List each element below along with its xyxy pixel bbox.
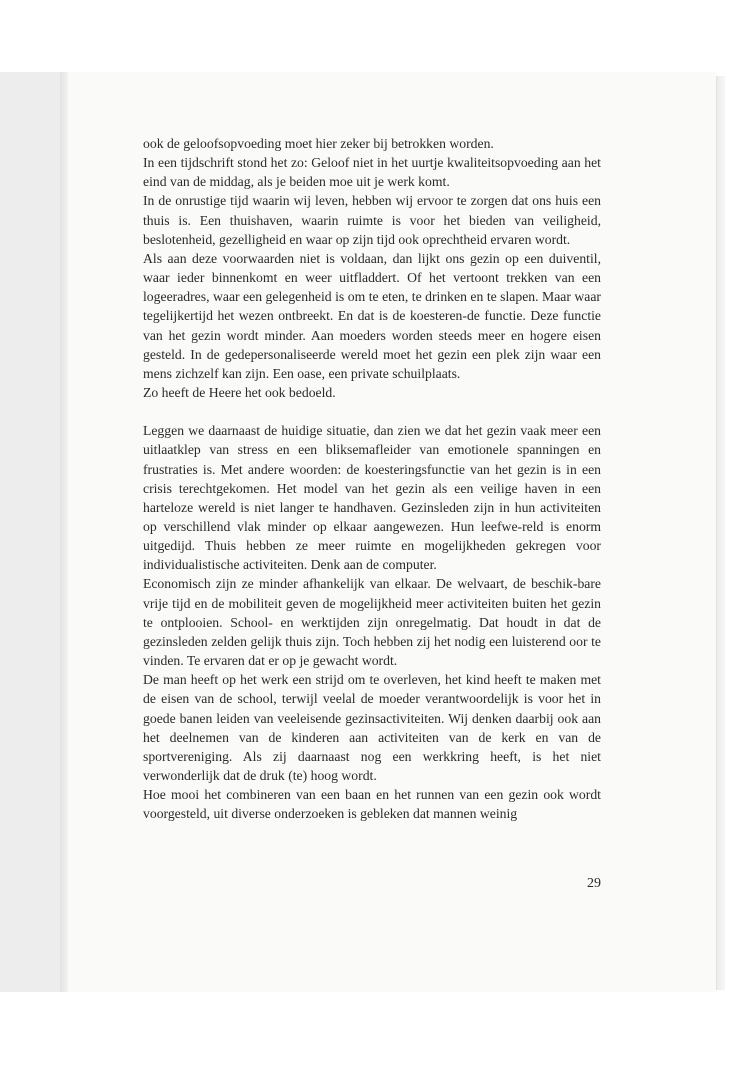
left-page-edge [0, 72, 67, 992]
paragraph-5: Zo heeft de Heere het ook bedoeld. [143, 385, 336, 401]
paragraph-7: Economisch zijn ze minder afhankelijk van elkaar. De welvaart, de beschik-bare vrije tijd en de mobiliteit geven de mogelijkheid meer activiteiten buiten het gezin te ontplooien. School- en werktijden zijn onregelmatig. Dat houdt in dat de gezinsleden zelden gelijk thuis zijn. Toch hebben zij het nodig een luisterend oor te vinden. Te ervaren dat er op je gewacht wordt. [143, 576, 601, 669]
paragraph-1: ook de geloofsopvoeding moet hier zeker bij betrokken worden. [143, 136, 494, 151]
paragraph-4: Als aan deze voorwaarden niet is voldaan, dan lijkt ons gezin op een duiventil, waar ieder binnenkomt en weer uitfladdert. Of het vertoont trekken van een logeeradres, waar een gelegenheid is om te eten, te drinken en te slapen. Maar waar tegelijkertijd het wezen ontbreekt. En dat is de koesteren-de functie. Deze functie van het gezin wordt minder. Aan moeders worden steeds meer en hogere eisen gesteld. In de gedepersonaliseerde wereld moet het gezin een plek zijn waar een mens zichzelf kan zijn. Een oase, een private schuilplaats. [143, 250, 601, 381]
paragraph-3: In de onrustige tijd waarin wij leven, hebben wij ervoor te zorgen dat ons huis een thuis is. Een thuishaven, waarin ruimte is voor het bieden van veiligheid, beslotenheid, gezelligheid en waar op zijn tijd ook oprechtheid ervaren wordt. [143, 193, 601, 247]
right-page-edge [716, 76, 725, 990]
paragraph-2: In een tijdschrift stond het zo: Geloof niet in het uurtje kwaliteitsopvoeding aan het eind van de middag, als je beiden moe uit je werk komt. [143, 155, 601, 190]
book-gutter [60, 72, 68, 992]
paragraph-8: De man heeft op het werk een strijd om te overleven, het kind heeft te maken met de eisen van de school, terwijl veelal de moeder verantwoordelijk is voor het in goede banen leiden van veeleisende gezinsactiviteiten. Wij denken daarbij ook aan het deelnemen van de kinderen aan activiteiten van de kerk en van de sportvereniging. Als zij daarnaast nog een werkkring heeft, is het niet verwonderlijk dat de druk (te) hoog wordt. [143, 672, 601, 783]
body-text [143, 134, 601, 823]
paragraph-6: Leggen we daarnaast de huidige situatie, dan zien we dat het gezin vaak meer een uitlaatklep van stress en een bliksemafleider van emotionele spanningen en frustraties is. Met andere woorden: de koesteringsfunctie van het gezin is in een crisis terechtgekomen. Het model van het gezin als een veilige haven in een harteloze wereld is niet langer te handhaven. Gezinsleden zijn in hun activiteiten op verschillend vlak minder op elkaar aangewezen. Hun leefwe-reld is enorm uitgedijd. Thuis hebben ze meer ruimte en mogelijkheden gekregen voor individualistische activiteiten. Denk aan de computer. [143, 423, 601, 573]
page-number: 29 [587, 876, 601, 891]
paragraph-9: Hoe mooi het combineren van een baan en het runnen van een gezin ook wordt voorgesteld, uit diverse onderzoeken is gebleken dat mannen weinig [143, 787, 601, 822]
